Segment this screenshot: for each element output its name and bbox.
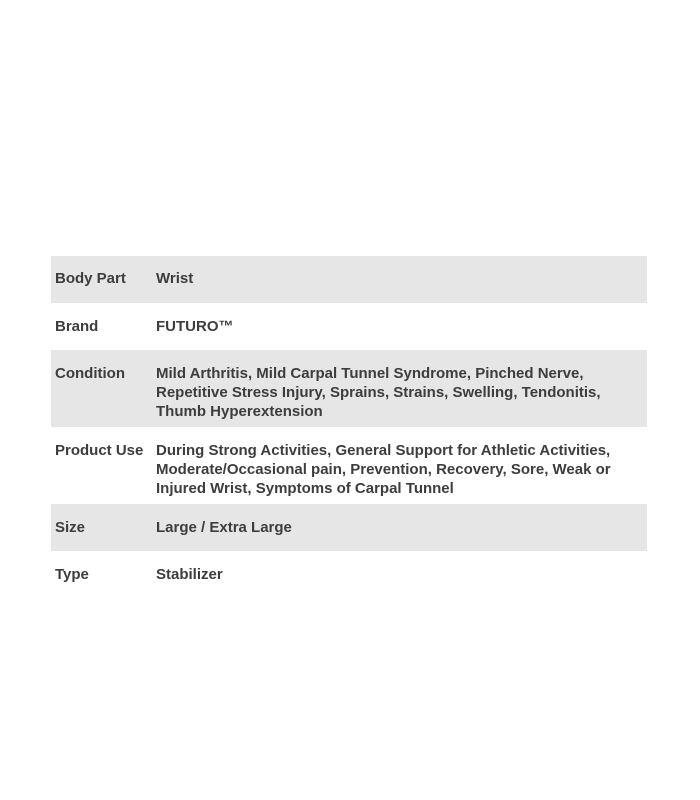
spec-row-brand (51, 303, 647, 350)
spec-value: During Strong Activities, General Support for Athletic Activities, Moderate/Occasional pain, Prevention, Recovery, Sore, Weak or Injured Wrist, Symptoms of Carpal Tunnel (156, 442, 611, 497)
spec-row-body-part (51, 256, 647, 303)
spec-label: Product Use (55, 442, 144, 459)
spec-row-condition (51, 350, 647, 427)
spec-row-product-use (51, 427, 647, 504)
spec-value: Stabilizer (156, 566, 223, 583)
spec-value: FUTURO™ (156, 318, 234, 335)
spec-label: Type (55, 566, 89, 583)
product-specifications-table (51, 256, 647, 598)
spec-label: Condition (55, 365, 125, 382)
spec-value: Large / Extra Large (156, 519, 292, 536)
spec-row-type (51, 551, 647, 598)
spec-label: Body Part (55, 270, 126, 287)
spec-value: Mild Arthritis, Mild Carpal Tunnel Syndrome, Pinched Nerve, Repetitive Stress Injury, Sprains, Strains, Swelling, Tendonitis, Thumb Hyperextension (156, 365, 601, 420)
spec-row-size (51, 504, 647, 551)
spec-label: Brand (55, 318, 99, 335)
spec-label: Size (55, 519, 86, 536)
spec-value: Wrist (156, 270, 194, 287)
